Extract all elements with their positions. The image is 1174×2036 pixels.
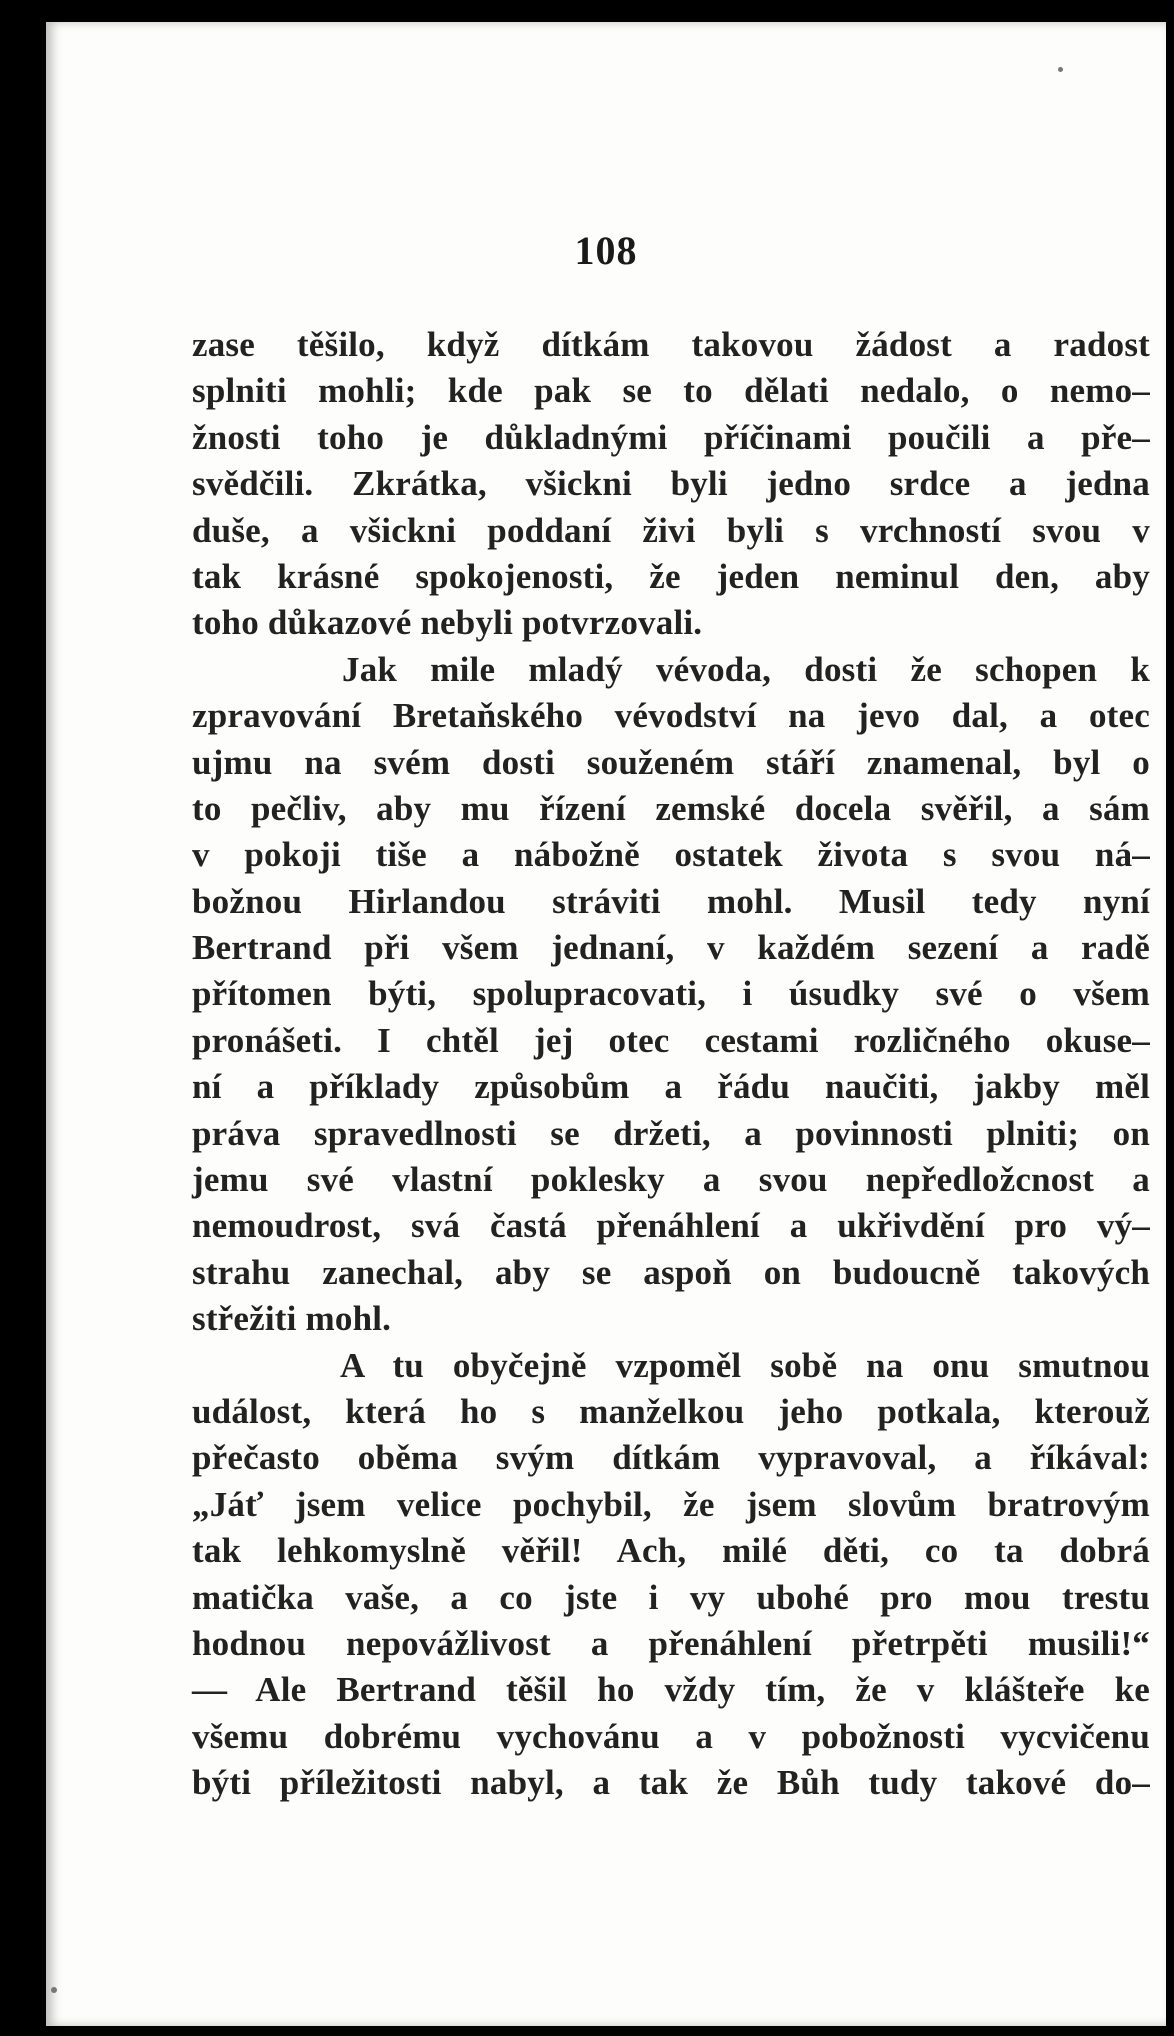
- text-line: to pečliv, aby mu řízení zemské docela svěřil, a sám: [192, 788, 1150, 828]
- text-line: zpravování Bretaňského vévodství na jevo dal, a otec: [192, 696, 1150, 736]
- text-line: božnou Hirlandou stráviti mohl. Musil tedy nyní: [192, 881, 1150, 921]
- text-line: Bertrand při všem jednaní, v každém sezení a radě: [192, 928, 1150, 968]
- text-line: tak lehkomyslně věřil! Ach, milé děti, co ta dobrá: [192, 1531, 1150, 1571]
- text-line: žnosti toho je důkladnými příčinami poučili a pře–: [192, 417, 1150, 457]
- text-line: „Jáť jsem velice pochybil, že jsem slovům bratrovým: [192, 1484, 1150, 1524]
- text-line: duše, a všickni poddaní živi byli s vrchností svou v: [192, 510, 1150, 550]
- text-line: A tu obyčejně vzpoměl sobě na onu smutnou: [340, 1345, 1150, 1385]
- text-line: všemu dobrému vychovánu a v pobožnosti vycvičenu: [192, 1716, 1150, 1756]
- text-line: svědčili. Zkrátka, všickni byli jedno srdce a jedna: [192, 464, 1150, 504]
- text-line: pronášeti. I chtěl jej otec cestami rozličného okuse–: [192, 1020, 1150, 1060]
- text-line: splniti mohli; kde pak se to dělati nedalo, o nemo–: [192, 371, 1150, 411]
- text-line: Jak mile mladý vévoda, dosti že schopen k: [342, 649, 1150, 689]
- paper-speck: [51, 1987, 57, 1993]
- text-line: ní a příklady způsobům a řádu naučiti, jakby měl: [192, 1067, 1150, 1107]
- book-page: [46, 22, 1166, 2026]
- text-line: toho důkazové nebyli potvrzovali.: [192, 603, 703, 643]
- text-line: matička vaše, a co jste i vy ubohé pro mou trestu: [192, 1577, 1150, 1617]
- text-line: přečasto oběma svým dítkám vypravoval, a říkával:: [192, 1438, 1150, 1478]
- text-line: práva spravedlnosti se držeti, a povinnosti plniti; on: [192, 1113, 1150, 1153]
- text-line: v pokoji tiše a nábožně ostatek života s svou ná–: [192, 835, 1150, 875]
- body-text: [192, 322, 1150, 1807]
- text-line: jemu své vlastní poklesky a svou nepředložcnost a: [192, 1160, 1150, 1200]
- text-line: přítomen býti, spolupracovati, i úsudky své o všem: [192, 974, 1150, 1014]
- page-number: 108: [574, 228, 638, 273]
- text-line: zase těšilo, když dítkám takovou žádost a radost: [192, 325, 1150, 364]
- text-line: nemoudrost, svá častá přenáhlení a ukřivdění pro vý–: [192, 1206, 1150, 1246]
- text-line: střežiti mohl.: [192, 1299, 392, 1339]
- text-line: — Ale Bertrand těšil ho vždy tím, že v klášteře ke: [192, 1670, 1150, 1710]
- paper-speck: [1058, 67, 1063, 72]
- text-line: hodnou nepovážlivost a přenáhlení přetrpěti musili!“: [192, 1623, 1150, 1663]
- text-line: událost, která ho s manželkou jeho potkala, kterouž: [192, 1391, 1150, 1431]
- text-line: býti příležitosti nabyl, a tak že Bůh tudy takové do–: [192, 1763, 1150, 1803]
- text-line: ujmu na svém dosti souženém stáří znamenal, byl o: [192, 742, 1150, 782]
- text-line: tak krásné spokojenosti, že jeden neminul den, aby: [192, 556, 1150, 596]
- text-line: strahu zanechal, aby se aspoň on budoucně takových: [192, 1252, 1150, 1292]
